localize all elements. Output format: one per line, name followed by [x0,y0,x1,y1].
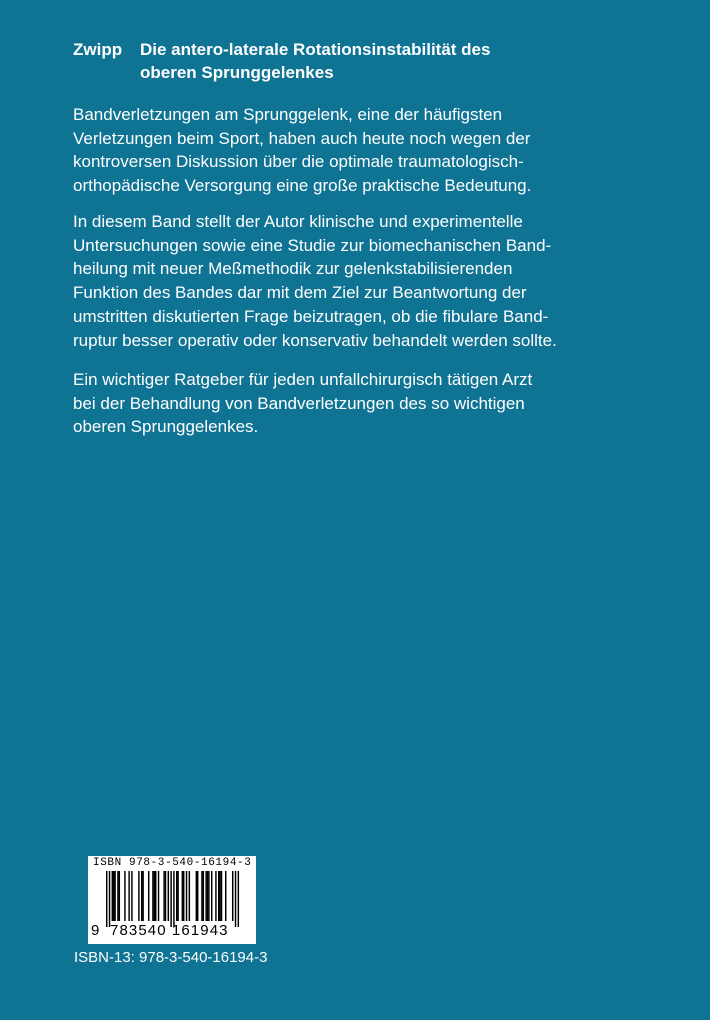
blurb-paragraph-3 [73,368,633,439]
barcode-bar [119,871,120,921]
barcode-bar [238,871,239,927]
barcode-bar [186,871,187,921]
barcode-bar [154,871,155,921]
author-name: Zwipp [73,40,123,59]
barcode-bar [211,871,212,921]
barcode-bar [106,871,107,927]
barcode-bar [232,871,233,921]
barcode-bar [158,871,159,921]
barcode-bar [114,871,115,921]
barcode-bar [205,871,206,921]
barcode-bar [197,871,198,921]
barcode-bar [219,871,220,921]
ean-first-digit: 9 [91,922,100,939]
barcode-isbn-label: ISBN 978-3-540-16194-3 [93,857,252,869]
barcode-bar [109,871,110,927]
barcode-bar [196,871,197,921]
text-line: ruptur besser operativ oder konservativ behandelt werden sollte. [73,330,557,350]
barcode-bar [176,871,177,921]
barcode-bar [155,871,156,921]
isbn-13: ISBN-13: 978-3-540-16194-3 [74,949,268,966]
blurb-paragraph-1 [73,103,633,198]
barcode-bar [215,871,216,921]
barcode-bar [131,871,132,921]
barcode-bars [106,871,240,929]
text-line: bei der Behandlung von Bandverletzungen des so wichtigen [73,393,525,413]
barcode-bar [235,871,236,927]
text-line: heilung mit neuer Meßmethodik zur gelenkstabilisierenden [73,259,513,279]
barcode-bar [124,871,125,921]
barcode-bar [208,871,209,921]
barcode-bar [218,871,219,921]
text-line: In diesem Band stellt der Autor klinische und experimentelle [73,212,523,231]
ean-digits: 783540 161943 [110,922,229,939]
barcode-bar [113,871,114,921]
barcode-bar [221,871,222,921]
barcode-bar [148,871,149,921]
barcode-bar [189,871,190,921]
barcode-bar [141,871,142,921]
title-line: Die antero-laterale Rotationsinstabilität des [140,40,491,59]
barcode-bar [168,871,169,921]
blurb-paragraph-2 [73,210,633,352]
barcode-bar [177,871,178,921]
text-line: orthopädische Versorgung eine große praktische Bedeutung. [73,176,532,196]
barcode-bar [182,871,183,921]
book-title [140,38,660,84]
barcode-bar [173,871,174,927]
barcode-bar [183,871,184,921]
barcode-bar [225,871,226,921]
barcode-bar [117,871,118,921]
text-line: Bandverletzungen am Sprunggelenk, eine der häufigsten [73,105,503,124]
text-line: Ein wichtiger Ratgeber für jeden unfallchirurgisch tätigen Arzt [73,370,533,389]
title-line: oberen Sprunggelenkes [140,63,334,82]
barcode [88,856,256,944]
barcode-bar [142,871,143,921]
barcode-bar [207,871,208,921]
text-line: Verletzungen beim Sport, haben auch heute noch wegen der [73,128,531,148]
barcode-bar [170,871,171,927]
text-line: umstritten diskutierten Frage beizutragen, ob die fibulare Band- [73,306,549,326]
barcode-bar [163,871,164,921]
barcode-bar [152,871,153,921]
text-line: kontroversen Diskussion über die optimale traumatologisch- [73,152,524,172]
barcode-bar [112,871,113,921]
barcode-bar [138,871,139,921]
text-line: Funktion des Bandes dar mit dem Ziel zur Beantwortung der [73,283,527,303]
barcode-bar [128,871,129,921]
text-line: oberen Sprunggelenkes. [73,417,259,437]
barcode-bar [165,871,166,921]
barcode-bar [203,871,204,921]
text-line: Untersuchungen sowie eine Studie zur biomechanischen Band- [73,235,552,255]
barcode-bar [201,871,202,921]
